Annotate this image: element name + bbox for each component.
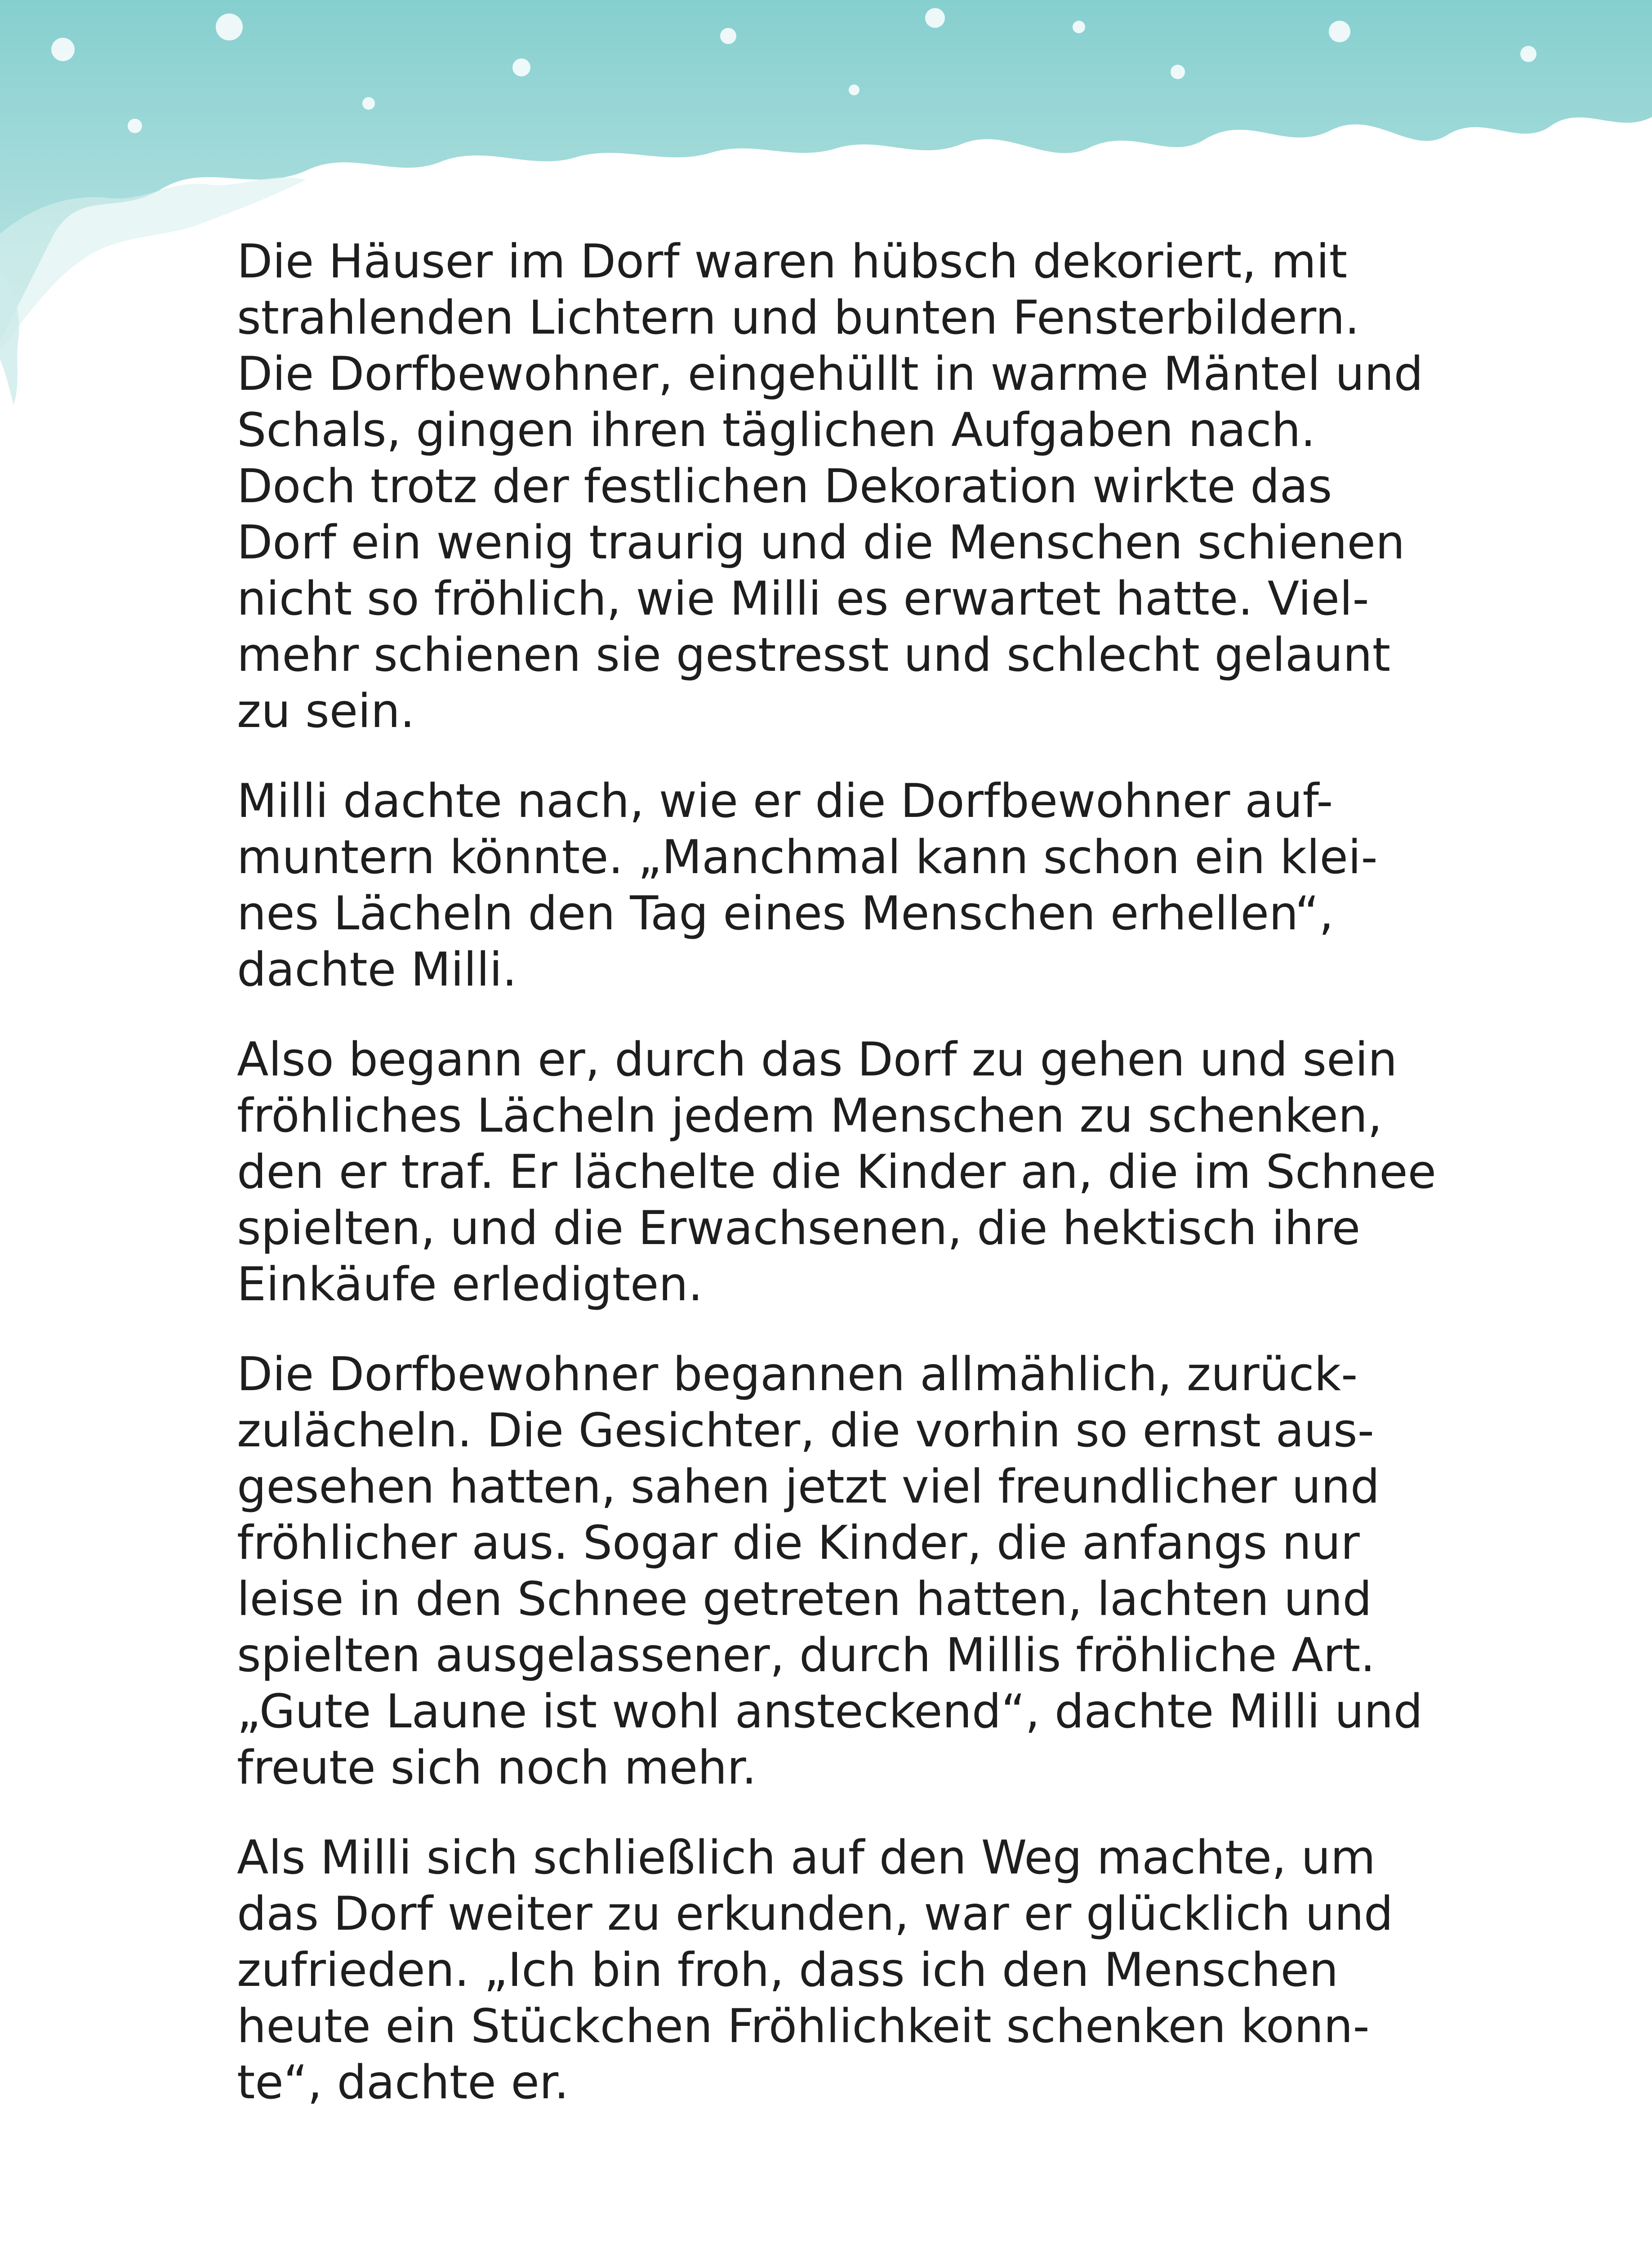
text-line: fröhliches Lächeln jedem Menschen zu schenken, [237, 1089, 1382, 1143]
text-line: Milli dachte nach, wie er die Dorfbewohner auf- [237, 774, 1333, 828]
text-line: te“, dachte er. [237, 2056, 569, 2110]
text-line: Die Dorfbewohner, eingehüllt in warme Mäntel und [237, 347, 1423, 401]
text-line: Als Milli sich schließlich auf den Weg machte, um [237, 1831, 1376, 1885]
text-line: Die Häuser im Dorf waren hübsch dekoriert, mit [237, 235, 1348, 289]
text-line: fröhlicher aus. Sogar die Kinder, die anfangs nur [237, 1516, 1360, 1570]
text-line: strahlenden Lichtern und bunten Fensterbildern. [237, 291, 1360, 345]
text-line: den er traf. Er lächelte die Kinder an, die im Schnee [237, 1145, 1436, 1199]
text-line: Schals, gingen ihren täglichen Aufgaben nach. [237, 403, 1316, 457]
text-line: „Gute Laune ist wohl ansteckend“, dachte Milli und [237, 1685, 1423, 1739]
text-line: muntern könnte. „Manchmal kann schon ein klei- [237, 830, 1378, 884]
text-line: Einkäufe erledigten. [237, 1258, 703, 1311]
text-line: Die Dorfbewohner begannen allmählich, zurück- [237, 1347, 1358, 1401]
story-text [237, 234, 1436, 2145]
text-line: nicht so fröhlich, wie Milli es erwartet hatte. Viel- [237, 572, 1369, 626]
text-line: gesehen hatten, sahen jetzt viel freundlicher und [237, 1460, 1380, 1514]
text-line: leise in den Schnee getreten hatten, lachten und [237, 1572, 1372, 1626]
paragraph-3 [237, 1032, 1436, 1313]
text-line: dachte Milli. [237, 943, 517, 997]
text-line: Dorf ein wenig traurig und die Menschen schienen [237, 516, 1405, 570]
paragraph-4 [237, 1347, 1423, 1796]
text-line: Doch trotz der festlichen Dekoration wirkte das [237, 459, 1332, 513]
text-line: zu sein. [237, 684, 415, 738]
text-line: Also begann er, durch das Dorf zu gehen und sein [237, 1033, 1398, 1087]
text-line: spielten ausgelassener, durch Millis fröhliche Art. [237, 1628, 1376, 1682]
text-line: nes Lächeln den Tag eines Menschen erhellen“, [237, 887, 1334, 941]
paragraph-2 [237, 773, 1415, 998]
paragraph-1 [237, 234, 1423, 740]
paragraph-5 [237, 1830, 1415, 2111]
text-line: zufrieden. „Ich bin froh, dass ich den Menschen [237, 1943, 1339, 1997]
text-line: heute ein Stückchen Fröhlichkeit schenken konn- [237, 1999, 1370, 2053]
text-line: mehr schienen sie gestresst und schlecht gelaunt [237, 628, 1391, 682]
text-line: das Dorf weiter zu erkunden, war er glücklich und [237, 1887, 1394, 1941]
text-line: freute sich noch mehr. [237, 1741, 757, 1795]
text-line: spielten, und die Erwachsenen, die hektisch ihre [237, 1201, 1361, 1255]
text-line: zulächeln. Die Gesichter, die vorhin so ernst aus- [237, 1404, 1374, 1458]
